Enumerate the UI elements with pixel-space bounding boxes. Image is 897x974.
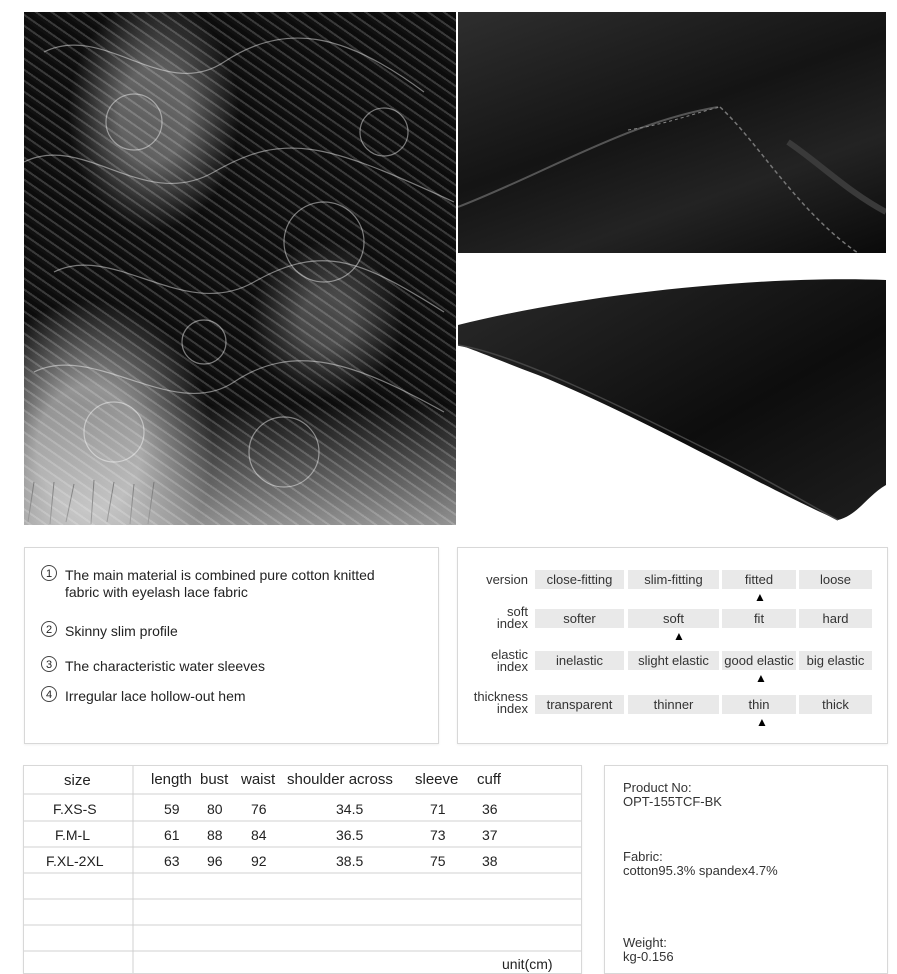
index-option: slight elastic [628, 651, 719, 670]
fabric-index-box [457, 547, 888, 744]
selected-marker-icon: ▲ [755, 671, 767, 685]
table-cell: 61 [164, 827, 180, 843]
weight-value: kg-0.156 [623, 949, 674, 964]
circled-number-icon [41, 621, 59, 637]
table-header-shoulder: shoulder across [287, 771, 393, 788]
unit-label: unit(cm) [502, 956, 553, 972]
circled-number-icon [41, 686, 59, 702]
size-table-box [23, 765, 582, 974]
table-header-cuff: cuff [477, 771, 501, 788]
fabric-label: Fabric: [623, 849, 663, 864]
index-option: softer [535, 609, 624, 628]
table-cell: 38 [482, 853, 498, 869]
table-cell: 71 [430, 801, 446, 817]
features-box [24, 547, 439, 744]
feature-item-1 [41, 565, 375, 601]
feature-item-2 [41, 621, 178, 640]
table-cell: 84 [251, 827, 267, 843]
index-option: slim-fitting [628, 570, 719, 589]
table-cell: 76 [251, 801, 267, 817]
index-option-selected: fitted [722, 570, 796, 589]
index-option: thinner [628, 695, 719, 714]
feature-text: Skinny slim profile [65, 623, 178, 639]
feature-number: 3 [46, 659, 53, 671]
fabric-hem-image [458, 255, 886, 525]
table-cell-size: F.XS-S [53, 801, 97, 817]
index-option: hard [799, 609, 872, 628]
feature-text: The characteristic water sleeves [65, 658, 265, 674]
table-cell-size: F.XL-2XL [46, 853, 104, 869]
product-no-value: OPT-155TCF-BK [623, 794, 722, 809]
fabric-value: cotton95.3% spandex4.7% [623, 863, 778, 878]
table-header-bust: bust [200, 771, 229, 788]
feature-text-cont: fabric with eyelash lace fabric [65, 584, 248, 600]
index-option: thick [799, 695, 872, 714]
table-cell: 88 [207, 827, 223, 843]
index-option: inelastic [535, 651, 624, 670]
table-header-size: size [64, 772, 91, 789]
index-option: fit [722, 609, 796, 628]
index-option: transparent [535, 695, 624, 714]
index-option-selected: soft [628, 609, 719, 628]
index-option-selected: thin [722, 695, 796, 714]
feature-number: 2 [46, 624, 53, 636]
table-cell: 73 [430, 827, 446, 843]
index-option: loose [799, 570, 872, 589]
feature-number: 1 [46, 568, 53, 580]
circled-number-icon [41, 656, 59, 672]
hem-shape [458, 255, 886, 525]
table-cell: 36.5 [336, 827, 364, 843]
seam-lines [458, 12, 886, 253]
index-label-version: version [486, 572, 528, 587]
feature-item-4 [41, 686, 246, 705]
index-option: big elastic [799, 651, 872, 670]
product-no-label: Product No: [623, 780, 692, 795]
feature-item-3 [41, 656, 265, 675]
product-info-box [604, 765, 888, 974]
selected-marker-icon: ▲ [673, 629, 685, 643]
circled-number-icon [41, 565, 59, 581]
lace-pattern-overlay [24, 12, 456, 525]
table-cell: 80 [207, 801, 223, 817]
index-label-soft: soft index [496, 604, 528, 631]
table-cell: 59 [164, 801, 180, 817]
feature-text: Irregular lace hollow-out hem [65, 688, 246, 704]
size-table-grid [24, 766, 581, 973]
table-cell: 36 [482, 801, 498, 817]
table-cell: 96 [207, 853, 223, 869]
table-cell: 34.5 [336, 801, 364, 817]
fabric-seam-image [458, 12, 886, 253]
table-header-sleeve: sleeve [415, 771, 459, 788]
selected-marker-icon: ▲ [756, 715, 768, 729]
table-header-length: length [151, 771, 192, 788]
table-header-waist: waist [241, 771, 276, 788]
selected-marker-icon: ▲ [754, 590, 766, 604]
table-cell: 92 [251, 853, 267, 869]
lace-texture-image [24, 12, 456, 525]
weight-label: Weight: [623, 935, 667, 950]
index-label-thickness: thickness index [473, 689, 528, 716]
feature-number: 4 [46, 689, 53, 701]
table-cell-size: F.M-L [55, 827, 90, 843]
table-cell: 38.5 [336, 853, 364, 869]
table-cell: 37 [482, 827, 498, 843]
feature-text: The main material is combined pure cotton knitted [65, 567, 375, 583]
table-cell: 63 [164, 853, 180, 869]
index-option: close-fitting [535, 570, 624, 589]
index-label-elastic: elastic index [491, 647, 528, 674]
index-option-selected: good elastic [722, 651, 796, 670]
table-cell: 75 [430, 853, 446, 869]
